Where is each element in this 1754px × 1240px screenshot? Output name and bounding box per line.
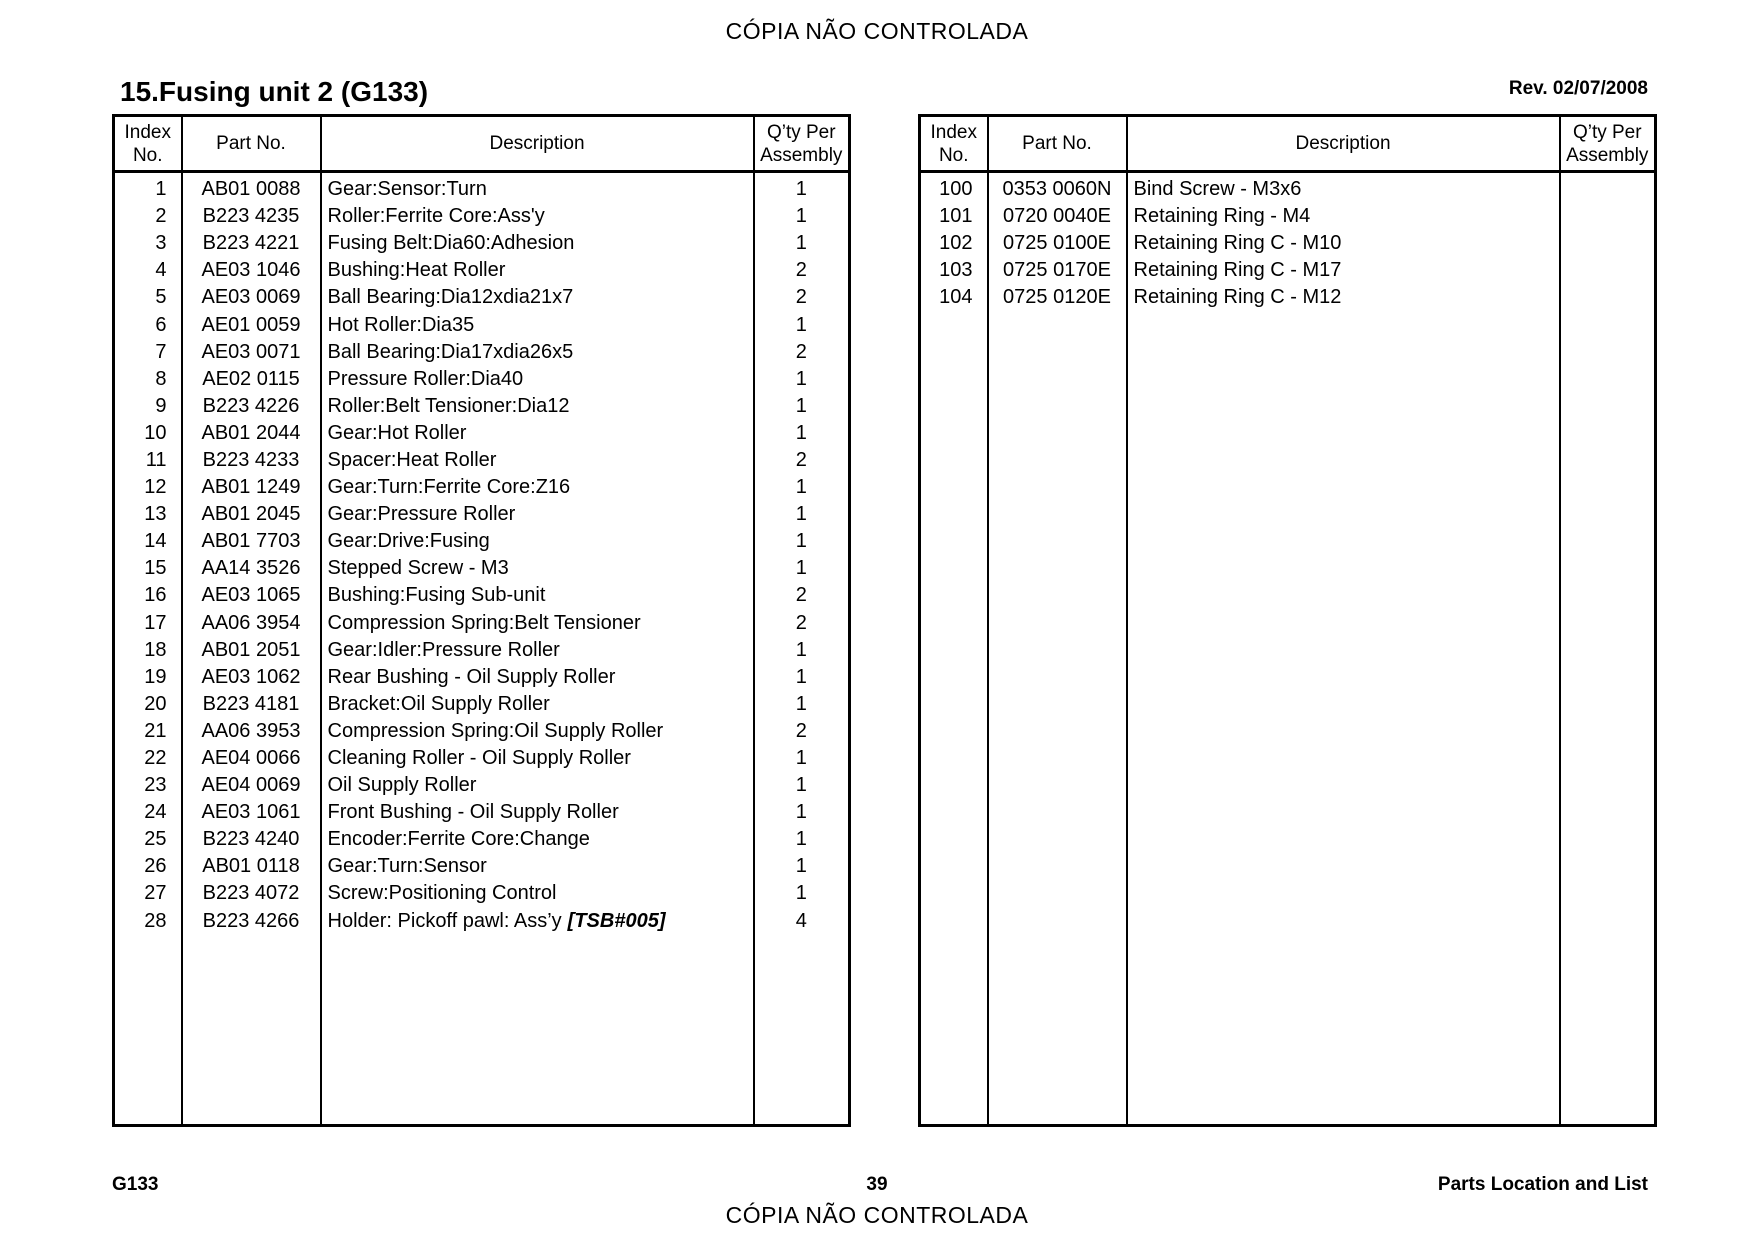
table-row <box>114 230 850 257</box>
index-number: 24 <box>114 799 182 826</box>
quantity-per-assembly: 4 <box>754 908 850 935</box>
description-text: Gear:Sensor:Turn <box>327 178 487 201</box>
part-description <box>1127 257 1560 284</box>
quantity-per-assembly: 1 <box>754 474 850 501</box>
part-number: B223 4240 <box>182 826 321 853</box>
index-number: 19 <box>114 664 182 691</box>
table-filler-row <box>920 311 1656 1125</box>
parts-table-left <box>112 114 851 1127</box>
description-text: Bind Screw - M3x6 <box>1133 178 1302 201</box>
quantity-per-assembly <box>1560 172 1656 204</box>
quantity-per-assembly: 2 <box>754 718 850 745</box>
table-row <box>114 745 850 772</box>
quantity-per-assembly: 2 <box>754 284 850 311</box>
index-number: 3 <box>114 230 182 257</box>
quantity-per-assembly: 1 <box>754 853 850 880</box>
description-text: Bushing:Fusing Sub-unit <box>327 584 546 607</box>
part-description <box>321 718 754 745</box>
description-text: Oil Supply Roller <box>327 774 477 797</box>
part-description <box>321 172 754 204</box>
table-row <box>114 772 850 799</box>
part-number: B223 4266 <box>182 908 321 935</box>
part-description <box>321 880 754 907</box>
part-number: AB01 0088 <box>182 172 321 204</box>
table-row <box>114 718 850 745</box>
part-number: AA06 3954 <box>182 610 321 637</box>
index-number: 104 <box>920 284 988 311</box>
part-number: AE03 0069 <box>182 284 321 311</box>
part-number: 0720 0040E <box>988 203 1127 230</box>
quantity-per-assembly: 1 <box>754 691 850 718</box>
table-header-row <box>114 116 850 172</box>
part-number: AE03 1065 <box>182 582 321 609</box>
revision-date: Rev. 02/07/2008 <box>1508 78 1648 99</box>
part-description <box>321 339 754 366</box>
part-description <box>321 853 754 880</box>
part-description <box>321 745 754 772</box>
tsb-reference: [TSB#005] <box>567 909 666 932</box>
quantity-per-assembly <box>1560 257 1656 284</box>
part-description <box>321 230 754 257</box>
part-number: AE03 1062 <box>182 664 321 691</box>
part-number: B223 4235 <box>182 203 321 230</box>
index-number: 100 <box>920 172 988 204</box>
part-number: AB01 2051 <box>182 637 321 664</box>
description-text: Compression Spring:Oil Supply Roller <box>327 719 664 742</box>
table-row <box>114 799 850 826</box>
part-description <box>1127 172 1560 204</box>
index-number: 21 <box>114 718 182 745</box>
description-text: Front Bushing - Oil Supply Roller <box>327 801 619 824</box>
index-number: 2 <box>114 203 182 230</box>
index-number: 17 <box>114 610 182 637</box>
footer-section-title: Parts Location and List <box>1437 1174 1648 1195</box>
quantity-per-assembly: 1 <box>754 203 850 230</box>
index-number: 20 <box>114 691 182 718</box>
table-row <box>114 284 850 311</box>
part-number: AE04 0069 <box>182 772 321 799</box>
part-description <box>321 826 754 853</box>
table-row <box>114 474 850 501</box>
empty-cell <box>1127 311 1560 1125</box>
part-description <box>1127 284 1560 311</box>
table-row <box>114 853 850 880</box>
part-description <box>321 772 754 799</box>
table-row <box>114 172 850 204</box>
part-description <box>321 582 754 609</box>
part-description <box>321 637 754 664</box>
index-number: 9 <box>114 393 182 420</box>
table-row <box>114 826 850 853</box>
table-row <box>114 528 850 555</box>
part-number: AB01 7703 <box>182 528 321 555</box>
part-number: AE01 0059 <box>182 311 321 338</box>
index-number: 22 <box>114 745 182 772</box>
part-description <box>321 284 754 311</box>
table-row <box>114 691 850 718</box>
quantity-per-assembly: 1 <box>754 555 850 582</box>
table-row <box>114 393 850 420</box>
part-description <box>321 203 754 230</box>
watermark-bottom: CÓPIA NÃO CONTROLADA <box>725 1202 1029 1228</box>
description-text: Retaining Ring - M4 <box>1133 205 1311 228</box>
index-number: 26 <box>114 853 182 880</box>
description-text: Ball Bearing:Dia17xdia26x5 <box>327 340 574 363</box>
part-number: AB01 1249 <box>182 474 321 501</box>
table-row <box>114 447 850 474</box>
part-number: 0725 0120E <box>988 284 1127 311</box>
index-number: 6 <box>114 311 182 338</box>
table-row <box>114 203 850 230</box>
part-number: AE03 1061 <box>182 799 321 826</box>
parts-table-right-body <box>920 172 1656 1126</box>
part-description <box>321 555 754 582</box>
part-number: AB01 0118 <box>182 853 321 880</box>
description-text: Gear:Pressure Roller <box>327 503 516 526</box>
table-filler-row <box>114 935 850 1126</box>
description-text: Gear:Turn:Ferrite Core:Z16 <box>327 476 571 499</box>
index-number: 10 <box>114 420 182 447</box>
table-row <box>920 257 1656 284</box>
table-row <box>114 664 850 691</box>
description-text: Roller:Ferrite Core:Ass'y <box>327 205 545 228</box>
part-description <box>321 447 754 474</box>
header-description: Description <box>321 116 754 172</box>
table-row <box>114 610 850 637</box>
part-number: 0353 0060N <box>988 172 1127 204</box>
index-number: 28 <box>114 908 182 935</box>
description-text: Gear:Hot Roller <box>327 421 467 444</box>
quantity-per-assembly: 1 <box>754 420 850 447</box>
description-text: Pressure Roller:Dia40 <box>327 367 524 390</box>
quantity-per-assembly: 1 <box>754 366 850 393</box>
table-row <box>114 311 850 338</box>
quantity-per-assembly: 1 <box>754 172 850 204</box>
empty-cell <box>754 935 850 1126</box>
description-text: Gear:Drive:Fusing <box>327 530 490 553</box>
quantity-per-assembly: 1 <box>754 393 850 420</box>
part-description <box>321 664 754 691</box>
index-number: 13 <box>114 501 182 528</box>
index-number: 14 <box>114 528 182 555</box>
quantity-per-assembly: 1 <box>754 230 850 257</box>
empty-cell <box>1560 311 1656 1125</box>
table-row <box>114 637 850 664</box>
page-title: 15.Fusing unit 2 (G133) <box>120 76 429 107</box>
quantity-per-assembly: 1 <box>754 311 850 338</box>
quantity-per-assembly: 1 <box>754 664 850 691</box>
table-row <box>114 339 850 366</box>
table-row <box>114 420 850 447</box>
table-row <box>920 203 1656 230</box>
index-number: 101 <box>920 203 988 230</box>
part-description <box>321 366 754 393</box>
quantity-per-assembly <box>1560 230 1656 257</box>
header-qty-per-assembly: Q’ty Per Assembly <box>754 116 850 172</box>
quantity-per-assembly: 1 <box>754 745 850 772</box>
part-description <box>321 799 754 826</box>
description-text: Encoder:Ferrite Core:Change <box>327 828 590 851</box>
part-description <box>1127 203 1560 230</box>
description-text: Spacer:Heat Roller <box>327 448 497 471</box>
header-part-no: Part No. <box>988 116 1127 172</box>
quantity-per-assembly: 1 <box>754 799 850 826</box>
description-text: Rear Bushing - Oil Supply Roller <box>327 665 616 688</box>
part-number: B223 4226 <box>182 393 321 420</box>
quantity-per-assembly <box>1560 284 1656 311</box>
description-text: Compression Spring:Belt Tensioner <box>327 611 641 634</box>
part-description <box>321 908 754 935</box>
header-index-no: Index No. <box>114 116 182 172</box>
description-text: Gear:Idler:Pressure Roller <box>327 638 560 661</box>
empty-cell <box>114 935 182 1126</box>
part-number: B223 4072 <box>182 880 321 907</box>
part-number: AA14 3526 <box>182 555 321 582</box>
index-number: 103 <box>920 257 988 284</box>
quantity-per-assembly: 2 <box>754 339 850 366</box>
part-description <box>321 691 754 718</box>
table-row <box>114 555 850 582</box>
table-row <box>920 284 1656 311</box>
quantity-per-assembly: 1 <box>754 772 850 799</box>
quantity-per-assembly: 2 <box>754 257 850 284</box>
description-text: Roller:Belt Tensioner:Dia12 <box>327 394 570 417</box>
header-description: Description <box>1127 116 1560 172</box>
part-number: 0725 0170E <box>988 257 1127 284</box>
quantity-per-assembly: 2 <box>754 447 850 474</box>
index-number: 16 <box>114 582 182 609</box>
part-number: AB01 2045 <box>182 501 321 528</box>
part-description <box>1127 230 1560 257</box>
table-row <box>114 501 850 528</box>
table-row <box>920 230 1656 257</box>
watermark-top: CÓPIA NÃO CONTROLADA <box>725 18 1029 44</box>
part-description <box>321 393 754 420</box>
index-number: 5 <box>114 284 182 311</box>
quantity-per-assembly: 1 <box>754 826 850 853</box>
part-number: AA06 3953 <box>182 718 321 745</box>
header-part-no: Part No. <box>182 116 321 172</box>
description-text: Gear:Turn:Sensor <box>327 855 487 878</box>
index-number: 4 <box>114 257 182 284</box>
table-header-row <box>920 116 1656 172</box>
index-number: 7 <box>114 339 182 366</box>
part-number: AE03 0071 <box>182 339 321 366</box>
index-number: 18 <box>114 637 182 664</box>
quantity-per-assembly <box>1560 203 1656 230</box>
description-text: Fusing Belt:Dia60:Adhesion <box>327 232 575 255</box>
header-index-no: Index No. <box>920 116 988 172</box>
part-description <box>321 257 754 284</box>
part-description <box>321 474 754 501</box>
empty-cell <box>988 311 1127 1125</box>
index-number: 15 <box>114 555 182 582</box>
part-number: 0725 0100E <box>988 230 1127 257</box>
empty-cell <box>920 311 988 1125</box>
index-number: 23 <box>114 772 182 799</box>
description-text: Holder: Pickoff pawl: Ass’y <box>327 909 562 932</box>
quantity-per-assembly: 1 <box>754 637 850 664</box>
part-description <box>321 501 754 528</box>
index-number: 1 <box>114 172 182 204</box>
footer-model-code: G133 <box>112 1174 159 1195</box>
index-number: 12 <box>114 474 182 501</box>
part-number: B223 4233 <box>182 447 321 474</box>
parts-table-right <box>918 114 1657 1127</box>
table-row <box>114 908 850 935</box>
description-text: Hot Roller:Dia35 <box>327 313 475 336</box>
index-number: 27 <box>114 880 182 907</box>
parts-table-left-body <box>114 172 850 1126</box>
part-number: AE04 0066 <box>182 745 321 772</box>
empty-cell <box>321 935 754 1126</box>
description-text: Stepped Screw - M3 <box>327 557 509 580</box>
part-description <box>321 311 754 338</box>
part-number: AE02 0115 <box>182 366 321 393</box>
quantity-per-assembly: 2 <box>754 582 850 609</box>
footer-page-number: 39 <box>866 1174 888 1195</box>
table-row <box>114 582 850 609</box>
description-text: Cleaning Roller - Oil Supply Roller <box>327 747 631 770</box>
part-number: AB01 2044 <box>182 420 321 447</box>
quantity-per-assembly: 1 <box>754 528 850 555</box>
table-row <box>114 880 850 907</box>
description-text: Screw:Positioning Control <box>327 882 557 905</box>
table-row <box>114 257 850 284</box>
description-text: Bushing:Heat Roller <box>327 259 506 282</box>
description-text: Retaining Ring C - M12 <box>1133 286 1342 309</box>
description-text: Bracket:Oil Supply Roller <box>327 692 550 715</box>
description-text: Ball Bearing:Dia12xdia21x7 <box>327 286 574 309</box>
part-number: B223 4181 <box>182 691 321 718</box>
index-number: 8 <box>114 366 182 393</box>
quantity-per-assembly: 1 <box>754 501 850 528</box>
description-text: Retaining Ring C - M17 <box>1133 259 1342 282</box>
part-description <box>321 610 754 637</box>
index-number: 11 <box>114 447 182 474</box>
part-number: B223 4221 <box>182 230 321 257</box>
description-text: Retaining Ring C - M10 <box>1133 232 1342 255</box>
header-qty-per-assembly: Q’ty Per Assembly <box>1560 116 1656 172</box>
index-number: 102 <box>920 230 988 257</box>
part-description <box>321 528 754 555</box>
part-description <box>321 420 754 447</box>
quantity-per-assembly: 2 <box>754 610 850 637</box>
empty-cell <box>182 935 321 1126</box>
quantity-per-assembly: 1 <box>754 880 850 907</box>
index-number: 25 <box>114 826 182 853</box>
table-row <box>114 366 850 393</box>
table-row <box>920 172 1656 204</box>
part-number: AE03 1046 <box>182 257 321 284</box>
